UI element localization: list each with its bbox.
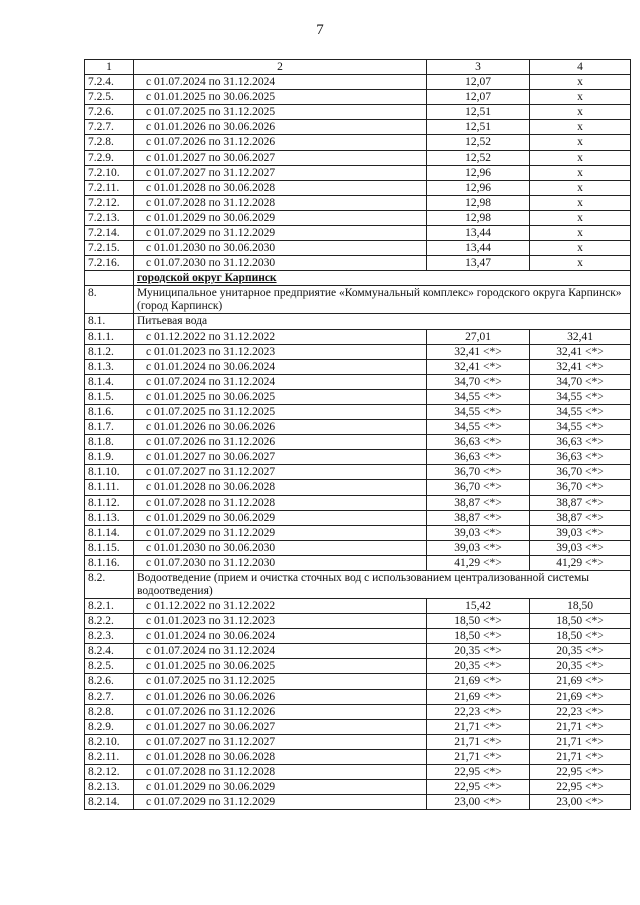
row-value-col4: 36,70 <*> [530,465,631,480]
row-value-col3: 27,01 [427,329,530,344]
row-period: с 01.01.2026 по 30.06.2026 [134,689,427,704]
tariff-table [84,59,631,810]
row-period: с 01.07.2028 по 31.12.2028 [134,765,427,780]
table-row [85,435,631,450]
table-row [85,644,631,659]
row-value-col3: 12,07 [427,90,530,105]
row-value-col4: 32,41 <*> [530,344,631,359]
row-value-col3: 12,52 [427,135,530,150]
table-row [85,599,631,614]
row-period: с 01.01.2028 по 30.06.2028 [134,749,427,764]
table-row [85,540,631,555]
row-value-col3: 22,95 <*> [427,780,530,795]
table-row [85,389,631,404]
row-value-col3: 20,35 <*> [427,644,530,659]
row-value-col4: х [530,105,631,120]
row-period: с 01.01.2029 по 30.06.2029 [134,780,427,795]
row-number: 8.2.11. [85,749,134,764]
row-number: 8.2.12. [85,765,134,780]
row-number: 8.2.5. [85,659,134,674]
row-value-col3: 32,41 <*> [427,344,530,359]
row-value-col3: 18,50 <*> [427,629,530,644]
row-period: с 01.01.2025 по 30.06.2025 [134,389,427,404]
row-period: с 01.07.2025 по 31.12.2025 [134,105,427,120]
table-row [85,704,631,719]
row-value-col3: 36,70 <*> [427,480,530,495]
table-row [85,689,631,704]
row-number: 8.1.9. [85,450,134,465]
row-value-col3: 18,50 <*> [427,614,530,629]
row-number: 8.1.2. [85,344,134,359]
row-number: 7.2.6. [85,105,134,120]
row-number: 7.2.10. [85,165,134,180]
row-value-col4: 38,87 <*> [530,495,631,510]
row-value-col3: 13,44 [427,226,530,241]
row-value-col4: 39,03 <*> [530,525,631,540]
row-value-col4: 21,69 <*> [530,674,631,689]
row-period: с 01.07.2029 по 31.12.2029 [134,525,427,540]
row-period: с 01.01.2023 по 31.12.2023 [134,614,427,629]
row-period: с 01.01.2026 по 30.06.2026 [134,120,427,135]
row-period: с 01.07.2028 по 31.12.2028 [134,195,427,210]
row-period: с 01.07.2028 по 31.12.2028 [134,495,427,510]
row-period: с 01.01.2027 по 30.06.2027 [134,719,427,734]
table-row [85,659,631,674]
row-value-col3: 22,23 <*> [427,704,530,719]
row-number: 7.2.14. [85,226,134,241]
row-number: 8.1.6. [85,404,134,419]
row-number: 8.2.2. [85,614,134,629]
row-period: с 01.01.2024 по 30.06.2024 [134,629,427,644]
row-value-col4: 23,00 <*> [530,795,631,810]
row-period: с 01.07.2030 по 31.12.2030 [134,555,427,570]
row-value-col3: 34,70 <*> [427,374,530,389]
row-value-col3: 34,55 <*> [427,420,530,435]
row-value-col4: 20,35 <*> [530,659,631,674]
table-row [85,749,631,764]
row-number: 8.2. [85,571,134,599]
row-value-col3: 32,41 <*> [427,359,530,374]
row-value-col3: 12,51 [427,120,530,135]
row-period: с 01.01.2025 по 30.06.2025 [134,659,427,674]
section-name: Питьевая вода [134,314,631,329]
row-value-col4: 38,87 <*> [530,510,631,525]
row-period: с 01.07.2025 по 31.12.2025 [134,674,427,689]
row-value-col3: 36,70 <*> [427,465,530,480]
row-number: 8.1.14. [85,525,134,540]
row-value-col4: 18,50 [530,599,631,614]
row-period: с 01.01.2029 по 30.06.2029 [134,510,427,525]
row-value-col3: 12,52 [427,150,530,165]
row-period: с 01.01.2023 по 31.12.2023 [134,344,427,359]
row-value-col3: 20,35 <*> [427,659,530,674]
row-number: 8.2.14. [85,795,134,810]
row-number: 7.2.15. [85,241,134,256]
district-row [85,271,631,286]
row-value-col3: 21,71 <*> [427,749,530,764]
row-value-col3: 13,47 [427,256,530,271]
row-value-col3: 23,00 <*> [427,795,530,810]
table-row [85,226,631,241]
row-value-col3: 34,55 <*> [427,404,530,419]
table-row [85,480,631,495]
row-value-col4: 36,63 <*> [530,450,631,465]
row-period: с 01.12.2022 по 31.12.2022 [134,599,427,614]
row-value-col4: 34,55 <*> [530,389,631,404]
row-value-col4: 21,71 <*> [530,734,631,749]
organization-row [85,286,631,314]
row-period: с 01.07.2027 по 31.12.2027 [134,734,427,749]
row-value-col3: 39,03 <*> [427,525,530,540]
row-number: 8.1.16. [85,555,134,570]
row-number: 7.2.11. [85,180,134,195]
table-row [85,719,631,734]
row-number: 8.1.1. [85,329,134,344]
row-period: с 01.07.2024 по 31.12.2024 [134,644,427,659]
row-number: 8. [85,286,134,314]
row-value-col4: х [530,150,631,165]
row-period: с 01.07.2026 по 31.12.2026 [134,135,427,150]
row-value-col4: 34,70 <*> [530,374,631,389]
organization-name: Водоотведение (прием и очистка сточных вод с использованием централизованной системы водоотведения) [134,571,631,599]
row-period: с 01.07.2025 по 31.12.2025 [134,404,427,419]
organization-name: Муниципальное унитарное предприятие «Коммунальный комплекс» городского округа Карпинск» (город Карпинск) [134,286,631,314]
row-number: 8.2.6. [85,674,134,689]
table-row [85,210,631,225]
row-value-col4: 21,71 <*> [530,749,631,764]
row-number: 8.1.11. [85,480,134,495]
table-row [85,344,631,359]
row-value-col3: 34,55 <*> [427,389,530,404]
row-value-col4: 22,23 <*> [530,704,631,719]
row-value-col3: 21,69 <*> [427,689,530,704]
row-number: 8.2.3. [85,629,134,644]
table-row [85,105,631,120]
header-col-1: 1 [85,60,134,75]
row-period: с 01.07.2027 по 31.12.2027 [134,165,427,180]
row-number: 7.2.8. [85,135,134,150]
row-number: 8.2.10. [85,734,134,749]
row-number: 8.2.4. [85,644,134,659]
row-period: с 01.01.2028 по 30.06.2028 [134,180,427,195]
table-row [85,525,631,540]
row-value-col4: 22,95 <*> [530,780,631,795]
table-row [85,241,631,256]
row-number: 7.2.13. [85,210,134,225]
row-number: 8.1.15. [85,540,134,555]
row-value-col4: х [530,256,631,271]
table-row [85,795,631,810]
empty-cell [85,271,134,286]
table-row [85,404,631,419]
row-number: 8.1.5. [85,389,134,404]
row-number: 8.1.3. [85,359,134,374]
row-value-col4: 32,41 <*> [530,359,631,374]
row-value-col3: 15,42 [427,599,530,614]
row-period: с 01.07.2029 по 31.12.2029 [134,795,427,810]
district-heading: городской округ Карпинск [134,271,631,286]
row-period: с 01.01.2030 по 30.06.2030 [134,241,427,256]
row-value-col4: 18,50 <*> [530,629,631,644]
row-period: с 01.01.2026 по 30.06.2026 [134,420,427,435]
row-value-col3: 36,63 <*> [427,435,530,450]
row-number: 7.2.4. [85,75,134,90]
row-period: с 01.07.2024 по 31.12.2024 [134,75,427,90]
row-value-col4: 20,35 <*> [530,644,631,659]
table-row [85,374,631,389]
row-value-col4: 21,69 <*> [530,689,631,704]
row-number: 7.2.16. [85,256,134,271]
row-value-col4: х [530,165,631,180]
table-row [85,135,631,150]
table-row [85,780,631,795]
row-number: 7.2.7. [85,120,134,135]
row-value-col4: 39,03 <*> [530,540,631,555]
row-period: с 01.01.2027 по 30.06.2027 [134,450,427,465]
row-period: с 01.01.2024 по 30.06.2024 [134,359,427,374]
row-value-col4: х [530,180,631,195]
row-number: 8.1. [85,314,134,329]
row-value-col3: 21,71 <*> [427,734,530,749]
row-number: 8.1.12. [85,495,134,510]
row-number: 8.2.8. [85,704,134,719]
row-value-col4: х [530,75,631,90]
row-value-col4: х [530,226,631,241]
table-row [85,120,631,135]
header-col-3: 3 [427,60,530,75]
row-number: 8.2.9. [85,719,134,734]
row-period: с 01.07.2024 по 31.12.2024 [134,374,427,389]
row-value-col4: 36,63 <*> [530,435,631,450]
header-col-2: 2 [134,60,427,75]
header-col-4: 4 [530,60,631,75]
header-row [85,60,631,75]
row-period: с 01.07.2026 по 31.12.2026 [134,435,427,450]
row-period: с 01.01.2030 по 30.06.2030 [134,540,427,555]
row-value-col4: 36,70 <*> [530,480,631,495]
row-period: с 01.07.2030 по 31.12.2030 [134,256,427,271]
row-value-col4: 34,55 <*> [530,420,631,435]
row-period: с 01.01.2029 по 30.06.2029 [134,210,427,225]
organization-row [85,571,631,599]
row-value-col4: 18,50 <*> [530,614,631,629]
row-number: 8.1.8. [85,435,134,450]
row-value-col4: х [530,135,631,150]
row-number: 8.2.7. [85,689,134,704]
table-row [85,329,631,344]
table-row [85,450,631,465]
row-value-col3: 22,95 <*> [427,765,530,780]
row-number: 8.1.7. [85,420,134,435]
row-period: с 01.07.2029 по 31.12.2029 [134,226,427,241]
row-value-col4: х [530,241,631,256]
table-row [85,734,631,749]
row-value-col3: 13,44 [427,241,530,256]
table-row [85,555,631,570]
row-value-col3: 12,96 [427,180,530,195]
row-period: с 01.01.2025 по 30.06.2025 [134,90,427,105]
row-value-col4: 32,41 [530,329,631,344]
row-period: с 01.01.2028 по 30.06.2028 [134,480,427,495]
row-value-col4: 21,71 <*> [530,719,631,734]
row-value-col3: 21,71 <*> [427,719,530,734]
row-value-col3: 41,29 <*> [427,555,530,570]
row-number: 7.2.5. [85,90,134,105]
row-value-col3: 12,98 [427,195,530,210]
row-value-col3: 36,63 <*> [427,450,530,465]
table-row [85,420,631,435]
row-value-col3: 38,87 <*> [427,510,530,525]
page-number: 7 [316,22,324,38]
row-value-col4: х [530,210,631,225]
row-value-col4: 34,55 <*> [530,404,631,419]
table-row [85,629,631,644]
row-value-col4: 41,29 <*> [530,555,631,570]
row-period: с 01.07.2027 по 31.12.2027 [134,465,427,480]
table-row [85,75,631,90]
row-value-col3: 12,51 [427,105,530,120]
table-row [85,510,631,525]
row-number: 8.1.13. [85,510,134,525]
row-value-col3: 12,98 [427,210,530,225]
row-value-col4: х [530,195,631,210]
row-value-col3: 12,07 [427,75,530,90]
row-number: 8.2.13. [85,780,134,795]
table-row [85,90,631,105]
section-row [85,314,631,329]
row-period: с 01.01.2027 по 30.06.2027 [134,150,427,165]
table-row [85,359,631,374]
table-row [85,180,631,195]
table-row [85,165,631,180]
row-number: 7.2.9. [85,150,134,165]
row-value-col4: х [530,90,631,105]
row-number: 7.2.12. [85,195,134,210]
row-value-col3: 38,87 <*> [427,495,530,510]
table-row [85,465,631,480]
table-row [85,495,631,510]
row-number: 8.1.4. [85,374,134,389]
row-value-col4: х [530,120,631,135]
row-value-col4: 22,95 <*> [530,765,631,780]
row-period: с 01.07.2026 по 31.12.2026 [134,704,427,719]
table-row [85,150,631,165]
row-number: 8.1.10. [85,465,134,480]
row-value-col3: 12,96 [427,165,530,180]
row-value-col3: 39,03 <*> [427,540,530,555]
row-number: 8.2.1. [85,599,134,614]
table-row [85,674,631,689]
table-row [85,195,631,210]
table-row [85,765,631,780]
table-row [85,256,631,271]
table-row [85,614,631,629]
row-period: с 01.12.2022 по 31.12.2022 [134,329,427,344]
row-value-col3: 21,69 <*> [427,674,530,689]
